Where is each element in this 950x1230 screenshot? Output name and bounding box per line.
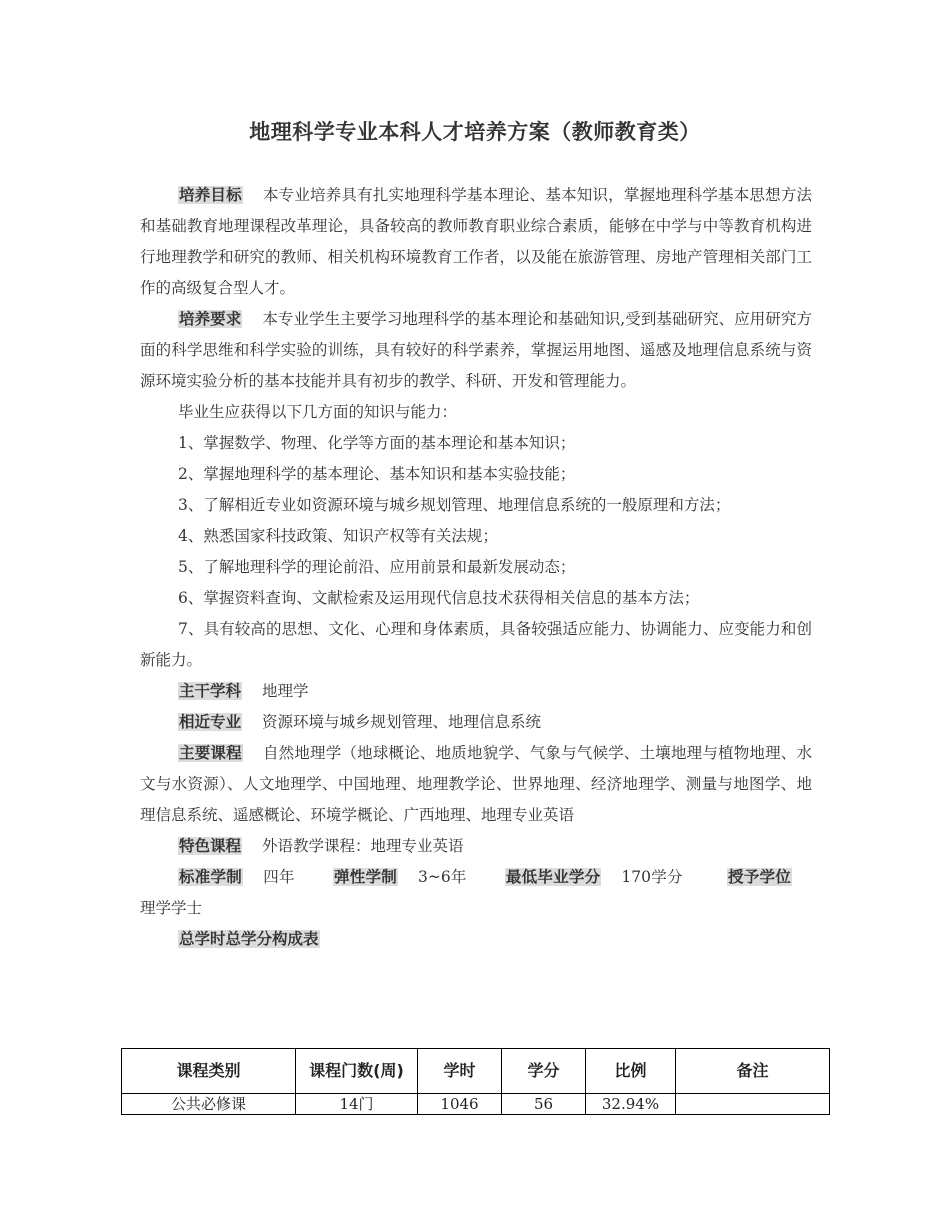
table-header-cell: 比例	[586, 1049, 676, 1094]
degree-label: 授予学位	[727, 868, 791, 886]
table-header-cell: 备注	[676, 1049, 830, 1094]
table-heading: 总学时总学分构成表	[179, 930, 319, 948]
table-cell: 32.94%	[586, 1094, 676, 1115]
min-credits-value: 170学分	[621, 868, 683, 886]
flexible-duration-value: 3~6年	[417, 868, 467, 886]
ability-item: 4、熟悉国家科技政策、知识产权等有关法规；	[178, 527, 498, 545]
table-heading-line	[140, 924, 812, 955]
ability-item: 1、掌握数学、物理、化学等方面的基本理论和基本知识；	[178, 434, 576, 452]
ability-item: 6、掌握资料查询、文献检索及运用现代信息技术获得相关信息的基本方法；	[178, 589, 700, 607]
duration-line	[140, 862, 812, 924]
objective-paragraph	[140, 180, 812, 304]
main-discipline-label: 主干学科	[179, 682, 242, 700]
table-header-cell: 课程门数(周)	[296, 1049, 418, 1094]
table-cell	[676, 1094, 830, 1115]
featured-courses-line	[140, 831, 812, 862]
table-cell: 1046	[418, 1094, 502, 1115]
standard-duration-label: 标准学制	[179, 868, 242, 886]
requirement-text: 本专业学生主要学习地理科学的基本理论和基础知识,受到基础研究、应用研究方面的科学思维和科学实验的训练，具有较好的科学素养，掌握运用地图、遥感及地理信息系统与资源环境实验分析的基本技能并具有初步的教学、科研、开发和管理能力。	[140, 310, 812, 390]
degree-value: 理学学士	[140, 899, 203, 917]
main-courses-label: 主要课程	[179, 744, 242, 762]
objective-label: 培养目标	[179, 186, 242, 204]
flexible-duration-label: 弹性学制	[333, 868, 397, 886]
requirement-label: 培养要求	[179, 310, 242, 328]
main-discipline-value: 地理学	[262, 682, 309, 700]
ability-item: 5、了解地理科学的理论前沿、应用前景和最新发展动态；	[178, 558, 576, 576]
featured-courses-value: 外语教学课程：地理专业英语	[262, 837, 464, 855]
table-cell: 公共必修课	[122, 1094, 296, 1115]
table-cell: 56	[502, 1094, 586, 1115]
table-header-cell: 学时	[418, 1049, 502, 1094]
ability-item: 7、具有较高的思想、文化、心理和身体素质，具备较强适应能力、协调能力、应变能力和创新能力。	[140, 620, 812, 669]
related-majors-line	[140, 707, 812, 738]
related-majors-value: 资源环境与城乡规划管理、地理信息系统	[262, 713, 542, 731]
objective-text: 本专业培养具有扎实地理科学基本理论、基本知识，掌握地理科学基本思想方法和基础教育地理课程改革理论，具备较高的教师教育职业综合素质，能够在中学与中等教育机构进行地理教学和研究的教师、相关机构环境教育工作者，以及能在旅游管理、房地产管理相关部门工作的高级复合型人才。	[140, 186, 812, 297]
abilities-intro: 毕业生应获得以下几方面的知识与能力：	[178, 403, 458, 421]
table-cell: 14门	[296, 1094, 418, 1115]
main-discipline-line	[140, 676, 812, 707]
main-courses-paragraph	[140, 738, 812, 831]
min-credits-label: 最低毕业学分	[505, 868, 601, 886]
table-header-row	[122, 1049, 830, 1094]
table-header-cell: 学分	[502, 1049, 586, 1094]
document-body	[140, 180, 812, 955]
requirement-paragraph	[140, 304, 812, 397]
main-courses-value: 自然地理学（地球概论、地质地貌学、气象与气候学、土壤地理与植物地理、水文与水资源）、人文地理学、中国地理、地理教学论、世界地理、经济地理学、测量与地图学、地理信息系统、遥感概论、环境学概论、广西地理、地理专业英语	[140, 744, 812, 824]
related-majors-label: 相近专业	[179, 713, 242, 731]
ability-item: 2、掌握地理科学的基本理论、基本知识和基本实验技能；	[178, 465, 576, 483]
page-title: 地理科学专业本科人才培养方案（教师教育类）	[249, 120, 701, 144]
standard-duration-value: 四年	[262, 868, 295, 886]
credit-composition-table	[121, 1048, 830, 1115]
ability-item: 3、了解相近专业如资源环境与城乡规划管理、地理信息系统的一般原理和方法；	[178, 496, 731, 514]
table-row	[122, 1094, 830, 1115]
featured-courses-label: 特色课程	[179, 837, 242, 855]
table-header-cell: 课程类别	[122, 1049, 296, 1094]
